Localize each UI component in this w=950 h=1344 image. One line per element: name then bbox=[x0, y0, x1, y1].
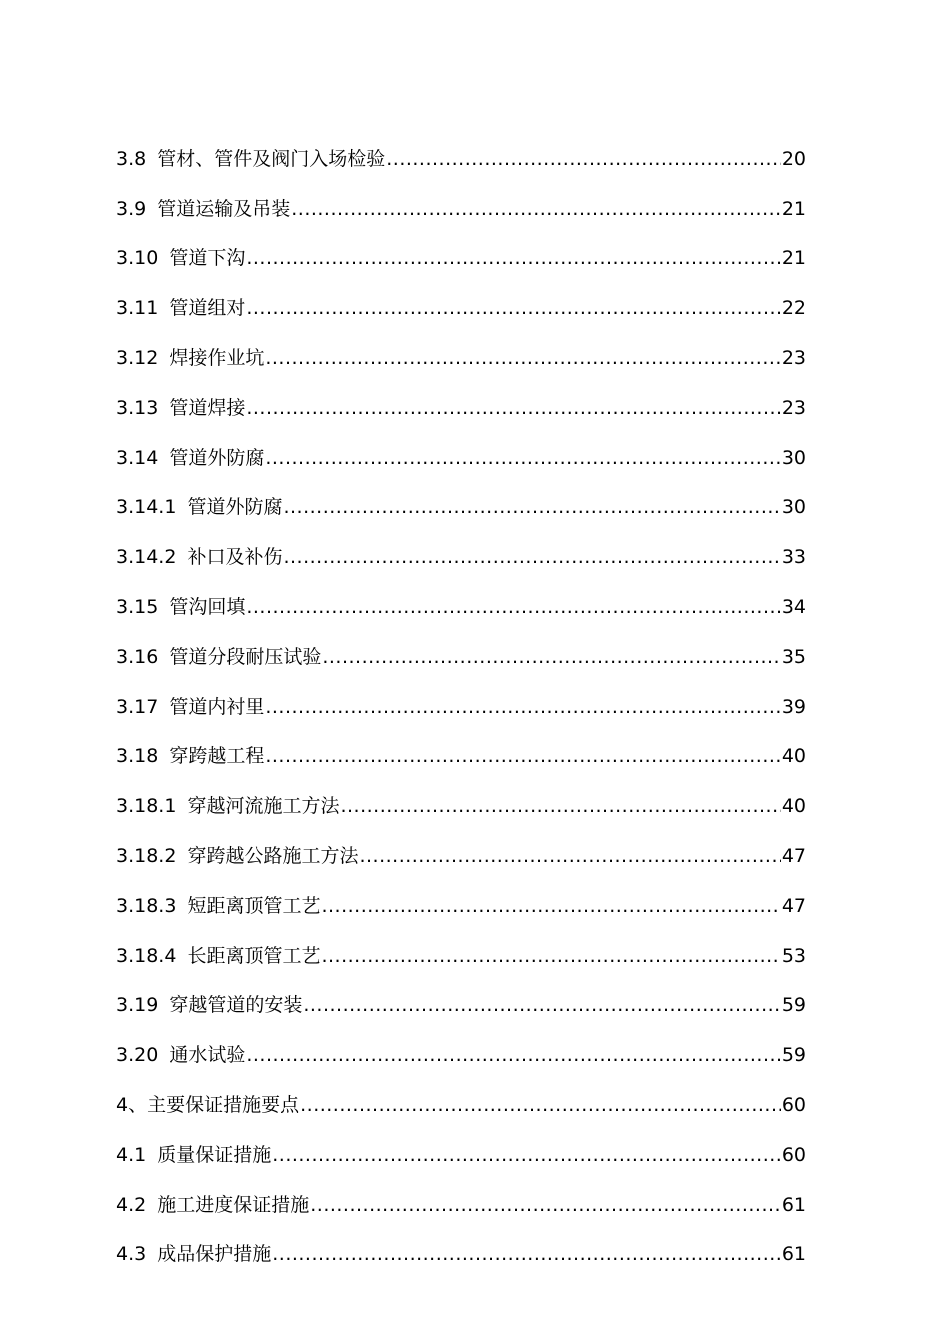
toc-entry-page: 30 bbox=[781, 446, 806, 469]
toc-entry[interactable] bbox=[116, 1015, 806, 1065]
toc-entry-number: 3.18.4 bbox=[116, 944, 177, 967]
toc-entry-title: 管道分段耐压试验 bbox=[169, 645, 322, 668]
toc-entry[interactable] bbox=[116, 119, 806, 169]
toc-entry-page: 61 bbox=[781, 1243, 806, 1266]
toc-dot-leader bbox=[272, 1146, 781, 1165]
toc-entry-number: 4.2 bbox=[116, 1193, 147, 1216]
toc-entry-number: 3.17 bbox=[116, 695, 159, 718]
toc-entry[interactable] bbox=[116, 468, 806, 518]
toc-entry[interactable] bbox=[116, 169, 806, 219]
toc-entry-number: 3.16 bbox=[116, 645, 159, 668]
toc-entry-page: 20 bbox=[781, 147, 806, 170]
toc-entry-number: 3.14 bbox=[116, 446, 159, 469]
toc-entry-page: 60 bbox=[781, 1093, 806, 1116]
toc-dot-leader bbox=[300, 1096, 781, 1115]
toc-entry-title: 穿越管道的安装 bbox=[169, 994, 303, 1017]
toc-entry-page: 40 bbox=[781, 795, 806, 818]
toc-dot-leader bbox=[265, 698, 780, 717]
toc-entry-title: 质量保证措施 bbox=[157, 1143, 272, 1166]
toc-entry-page: 23 bbox=[781, 396, 806, 419]
toc-entry-page: 60 bbox=[781, 1143, 806, 1166]
toc-entry-title: 穿跨越工程 bbox=[169, 745, 265, 768]
toc-entry-title: 管道内衬里 bbox=[169, 695, 265, 718]
toc-entry-title: 管道组对 bbox=[169, 297, 246, 320]
toc-entry-title: 管道下沟 bbox=[169, 247, 246, 270]
toc-entry-number: 3.14.2 bbox=[116, 546, 177, 569]
toc-entry-page: 21 bbox=[781, 247, 806, 270]
toc-dot-leader bbox=[246, 399, 780, 418]
toc-entry[interactable] bbox=[116, 517, 806, 567]
toc-entry-page: 30 bbox=[781, 496, 806, 519]
toc-entry-page: 35 bbox=[781, 645, 806, 668]
toc-entry-page: 23 bbox=[781, 346, 806, 369]
toc-entry-page: 21 bbox=[781, 197, 806, 220]
toc-dot-leader bbox=[321, 897, 780, 916]
toc-dot-leader bbox=[246, 1046, 780, 1065]
toc-entry[interactable] bbox=[116, 717, 806, 767]
toc-entry-title: 穿跨越公路施工方法 bbox=[187, 844, 359, 867]
toc-entry-number: 3.19 bbox=[116, 994, 159, 1017]
toc-entry[interactable] bbox=[116, 1065, 806, 1115]
toc-entry-title: 穿越河流施工方法 bbox=[187, 795, 340, 818]
toc-entry-title: 主要保证措施要点 bbox=[147, 1093, 300, 1116]
toc-entry[interactable] bbox=[116, 816, 806, 866]
toc-entry-page: 61 bbox=[781, 1193, 806, 1216]
toc-dot-leader bbox=[359, 847, 780, 866]
toc-dot-leader bbox=[386, 150, 781, 169]
toc-dot-leader bbox=[283, 498, 780, 517]
toc-dot-leader bbox=[272, 1245, 781, 1264]
toc-entry-number: 3.12 bbox=[116, 346, 159, 369]
toc-entry-page: 33 bbox=[781, 546, 806, 569]
toc-entry-number: 3.10 bbox=[116, 247, 159, 270]
toc-entry[interactable] bbox=[116, 916, 806, 966]
toc-entry-title: 管材、管件及阀门入场检验 bbox=[157, 147, 386, 170]
toc-entry-page: 22 bbox=[781, 297, 806, 320]
toc-entry-number: 3.13 bbox=[116, 396, 159, 419]
toc-entry[interactable] bbox=[116, 866, 806, 916]
toc-dot-leader bbox=[291, 200, 781, 219]
toc-entry-number: 3.18.3 bbox=[116, 894, 177, 917]
toc-entry[interactable] bbox=[116, 766, 806, 816]
toc-entry-number: 3.8 bbox=[116, 147, 147, 170]
toc-entry[interactable] bbox=[116, 1115, 806, 1165]
toc-entry-title: 补口及补伤 bbox=[187, 546, 283, 569]
toc-entry-title: 焊接作业坑 bbox=[169, 346, 265, 369]
toc-entry[interactable] bbox=[116, 966, 806, 1016]
toc-dot-leader bbox=[246, 598, 780, 617]
toc-dot-leader bbox=[265, 747, 780, 766]
toc-entry-number: 3.18.2 bbox=[116, 844, 177, 867]
toc-entry-title: 施工进度保证措施 bbox=[157, 1193, 310, 1216]
toc-entry[interactable] bbox=[116, 318, 806, 368]
toc-entry-number: 3.14.1 bbox=[116, 496, 177, 519]
toc-entry-number: 3.9 bbox=[116, 197, 147, 220]
toc-entry-title: 管道运输及吊装 bbox=[157, 197, 291, 220]
toc-entry-number: 3.11 bbox=[116, 297, 159, 320]
toc-entry-page: 59 bbox=[781, 1044, 806, 1067]
toc-entry-number: 4、 bbox=[116, 1093, 148, 1116]
toc-entry[interactable] bbox=[116, 1165, 806, 1215]
toc-entry[interactable] bbox=[116, 268, 806, 318]
toc-dot-leader bbox=[283, 548, 780, 567]
toc-entry[interactable] bbox=[116, 219, 806, 269]
toc-entry-title: 长距离顶管工艺 bbox=[187, 944, 321, 967]
toc-dot-leader bbox=[265, 349, 780, 368]
toc-entry-title: 成品保护措施 bbox=[157, 1243, 272, 1266]
toc-dot-leader bbox=[340, 797, 780, 816]
toc-dot-leader bbox=[322, 648, 780, 667]
toc-dot-leader bbox=[246, 249, 780, 268]
toc-entry-page: 39 bbox=[781, 695, 806, 718]
toc-entry-number: 4.3 bbox=[116, 1243, 147, 1266]
toc-entry-page: 47 bbox=[781, 894, 806, 917]
toc-dot-leader bbox=[321, 947, 780, 966]
toc-entry[interactable] bbox=[116, 368, 806, 418]
toc-dot-leader bbox=[246, 299, 780, 318]
toc-entry-page: 40 bbox=[781, 745, 806, 768]
toc-entry-page: 34 bbox=[781, 595, 806, 618]
toc-entry-title: 通水试验 bbox=[169, 1044, 246, 1067]
toc-dot-leader bbox=[310, 1196, 781, 1215]
toc-entry[interactable] bbox=[116, 667, 806, 717]
toc-entry-page: 59 bbox=[781, 994, 806, 1017]
toc-entry-title: 管道外防腐 bbox=[169, 446, 265, 469]
toc-entry-number: 3.18.1 bbox=[116, 795, 177, 818]
toc-entry-page: 47 bbox=[781, 844, 806, 867]
toc-dot-leader bbox=[303, 996, 780, 1015]
toc-entry-number: 4.1 bbox=[116, 1143, 147, 1166]
toc-entry-title: 管道焊接 bbox=[169, 396, 246, 419]
toc-dot-leader bbox=[265, 449, 780, 468]
table-of-contents bbox=[116, 119, 806, 1264]
toc-entry-title: 短距离顶管工艺 bbox=[187, 894, 321, 917]
toc-entry[interactable] bbox=[116, 418, 806, 468]
toc-entry-number: 3.20 bbox=[116, 1044, 159, 1067]
toc-entry-title: 管道外防腐 bbox=[187, 496, 283, 519]
toc-entry-number: 3.15 bbox=[116, 595, 159, 618]
toc-entry-page: 53 bbox=[781, 944, 806, 967]
toc-entry-title: 管沟回填 bbox=[169, 595, 246, 618]
toc-entry[interactable] bbox=[116, 567, 806, 617]
toc-entry[interactable] bbox=[116, 1215, 806, 1265]
toc-entry[interactable] bbox=[116, 617, 806, 667]
toc-entry-number: 3.18 bbox=[116, 745, 159, 768]
